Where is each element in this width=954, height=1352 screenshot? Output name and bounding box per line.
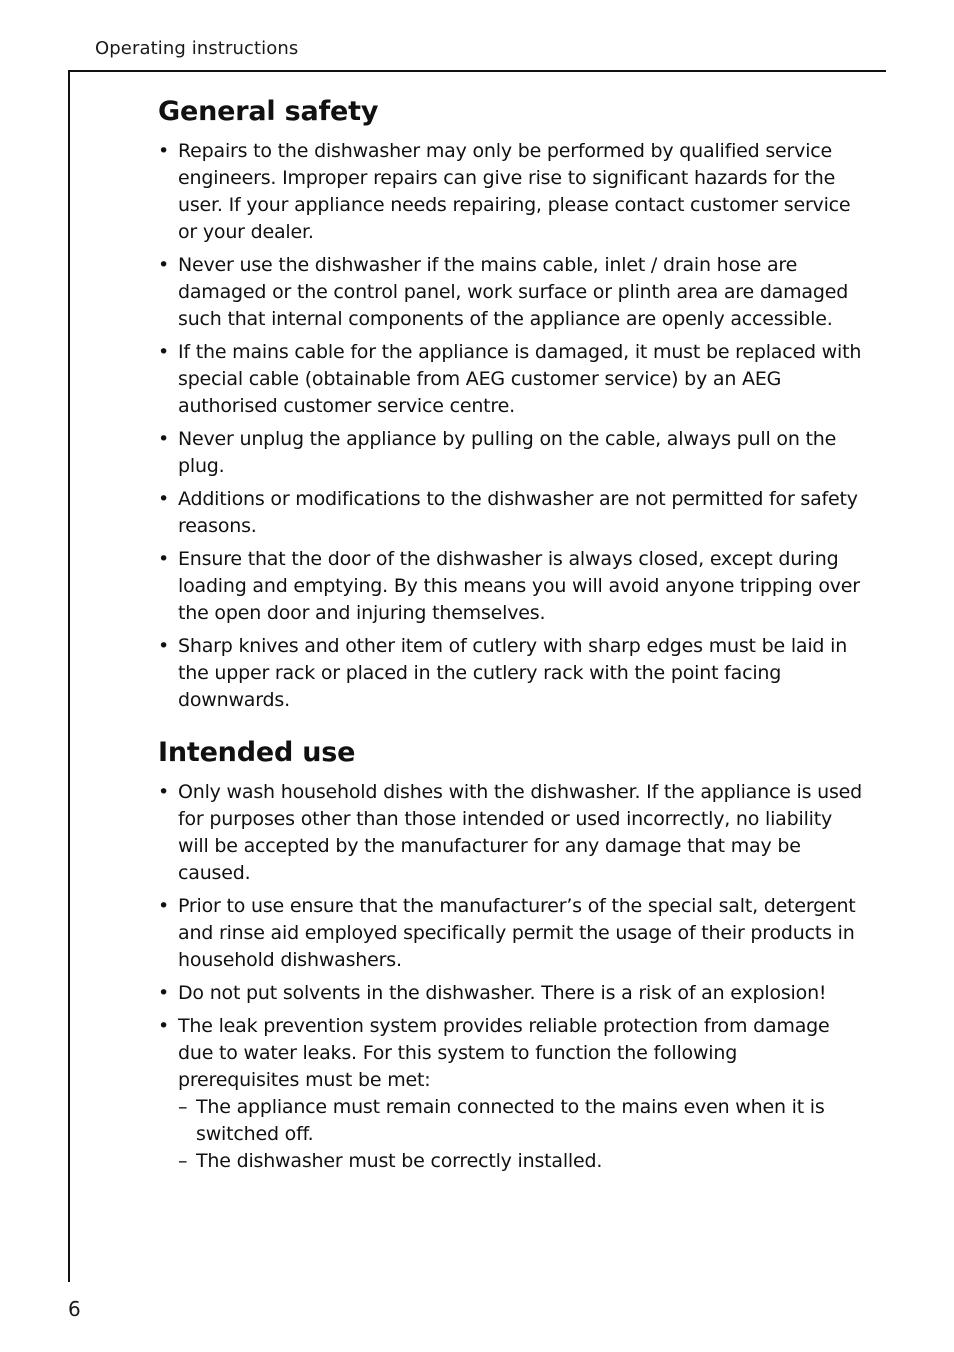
- list-item: [158, 426, 864, 480]
- running-head: Operating instructions: [95, 38, 299, 59]
- top-rule: [68, 70, 886, 72]
- list-item: [158, 1013, 864, 1175]
- list-item-text: Never unplug the appliance by pulling on the cable, always pull on the plug.: [178, 428, 837, 477]
- sub-list-item: [178, 1094, 864, 1148]
- sub-list-item: [178, 1148, 864, 1175]
- list-item-text: Additions or modifications to the dishwasher are not permitted for safety reasons.: [178, 488, 858, 537]
- list-item: [158, 252, 864, 333]
- list-item-text: If the mains cable for the appliance is damaged, it must be replaced with special cable (obtainable from AEG customer service) by an AEG authorised customer service centre.: [178, 341, 862, 417]
- list-item-text: Prior to use ensure that the manufacturer’s of the special salt, detergent and rinse aid employed specifically permit the usage of their products in household dishwashers.: [178, 895, 856, 971]
- bullet-icon: •: [158, 635, 170, 657]
- bullet-icon: •: [158, 982, 170, 1004]
- bullet-icon: •: [158, 488, 170, 510]
- list-item: [158, 486, 864, 540]
- bullet-icon: •: [158, 428, 170, 450]
- sub-list-item-text: The appliance must remain connected to the mains even when it is switched off.: [196, 1096, 825, 1145]
- bullet-icon: •: [158, 341, 170, 363]
- page-content: [158, 93, 864, 1181]
- general-safety-list: [158, 138, 864, 714]
- dash-icon: –: [178, 1096, 188, 1118]
- list-item-text: The leak prevention system provides reliable protection from damage due to water leaks. For this system to function the following prerequisites must be met:: [178, 1015, 830, 1091]
- bullet-icon: •: [158, 140, 170, 162]
- list-item-text: Do not put solvents in the dishwasher. There is a risk of an explosion!: [178, 982, 827, 1004]
- prerequisites-list: [178, 1094, 864, 1175]
- bullet-icon: •: [158, 1015, 170, 1037]
- intended-use-section: [158, 734, 864, 1175]
- list-item-text: Only wash household dishes with the dishwasher. If the appliance is used for purposes other than those intended or used incorrectly, no liability will be accepted by the manufacturer for any damage that may be caused.: [178, 781, 863, 884]
- list-item-text: Repairs to the dishwasher may only be performed by qualified service engineers. Improper repairs can give rise to significant hazards for the user. If your appliance needs repairing, please contact customer service or your dealer.: [178, 140, 851, 243]
- general-safety-section: [158, 93, 864, 714]
- intended-use-heading: Intended use: [158, 737, 356, 768]
- list-item: [158, 339, 864, 420]
- side-rule: [68, 70, 70, 1282]
- list-item: [158, 633, 864, 714]
- list-item-text: Sharp knives and other item of cutlery with sharp edges must be laid in the upper rack or placed in the cutlery rack with the point facing downwards.: [178, 635, 848, 711]
- bullet-icon: •: [158, 254, 170, 276]
- list-item: [158, 980, 864, 1007]
- list-item: [158, 546, 864, 627]
- general-safety-heading: General safety: [158, 96, 379, 127]
- list-item-text: Ensure that the door of the dishwasher is always closed, except during loading and emptying. By this means you will avoid anyone tripping over the open door and injuring themselves.: [178, 548, 860, 624]
- list-item: [158, 138, 864, 246]
- sub-list-item-text: The dishwasher must be correctly installed.: [196, 1150, 603, 1172]
- bullet-icon: •: [158, 895, 170, 917]
- intended-use-list: [158, 779, 864, 1175]
- list-item: [158, 779, 864, 887]
- bullet-icon: •: [158, 781, 170, 803]
- dash-icon: –: [178, 1150, 188, 1172]
- bullet-icon: •: [158, 548, 170, 570]
- list-item: [158, 893, 864, 974]
- page-number: 6: [68, 1297, 81, 1321]
- list-item-text: Never use the dishwasher if the mains cable, inlet / drain hose are damaged or the control panel, work surface or plinth area are damaged such that internal components of the appliance are openly accessible.: [178, 254, 849, 330]
